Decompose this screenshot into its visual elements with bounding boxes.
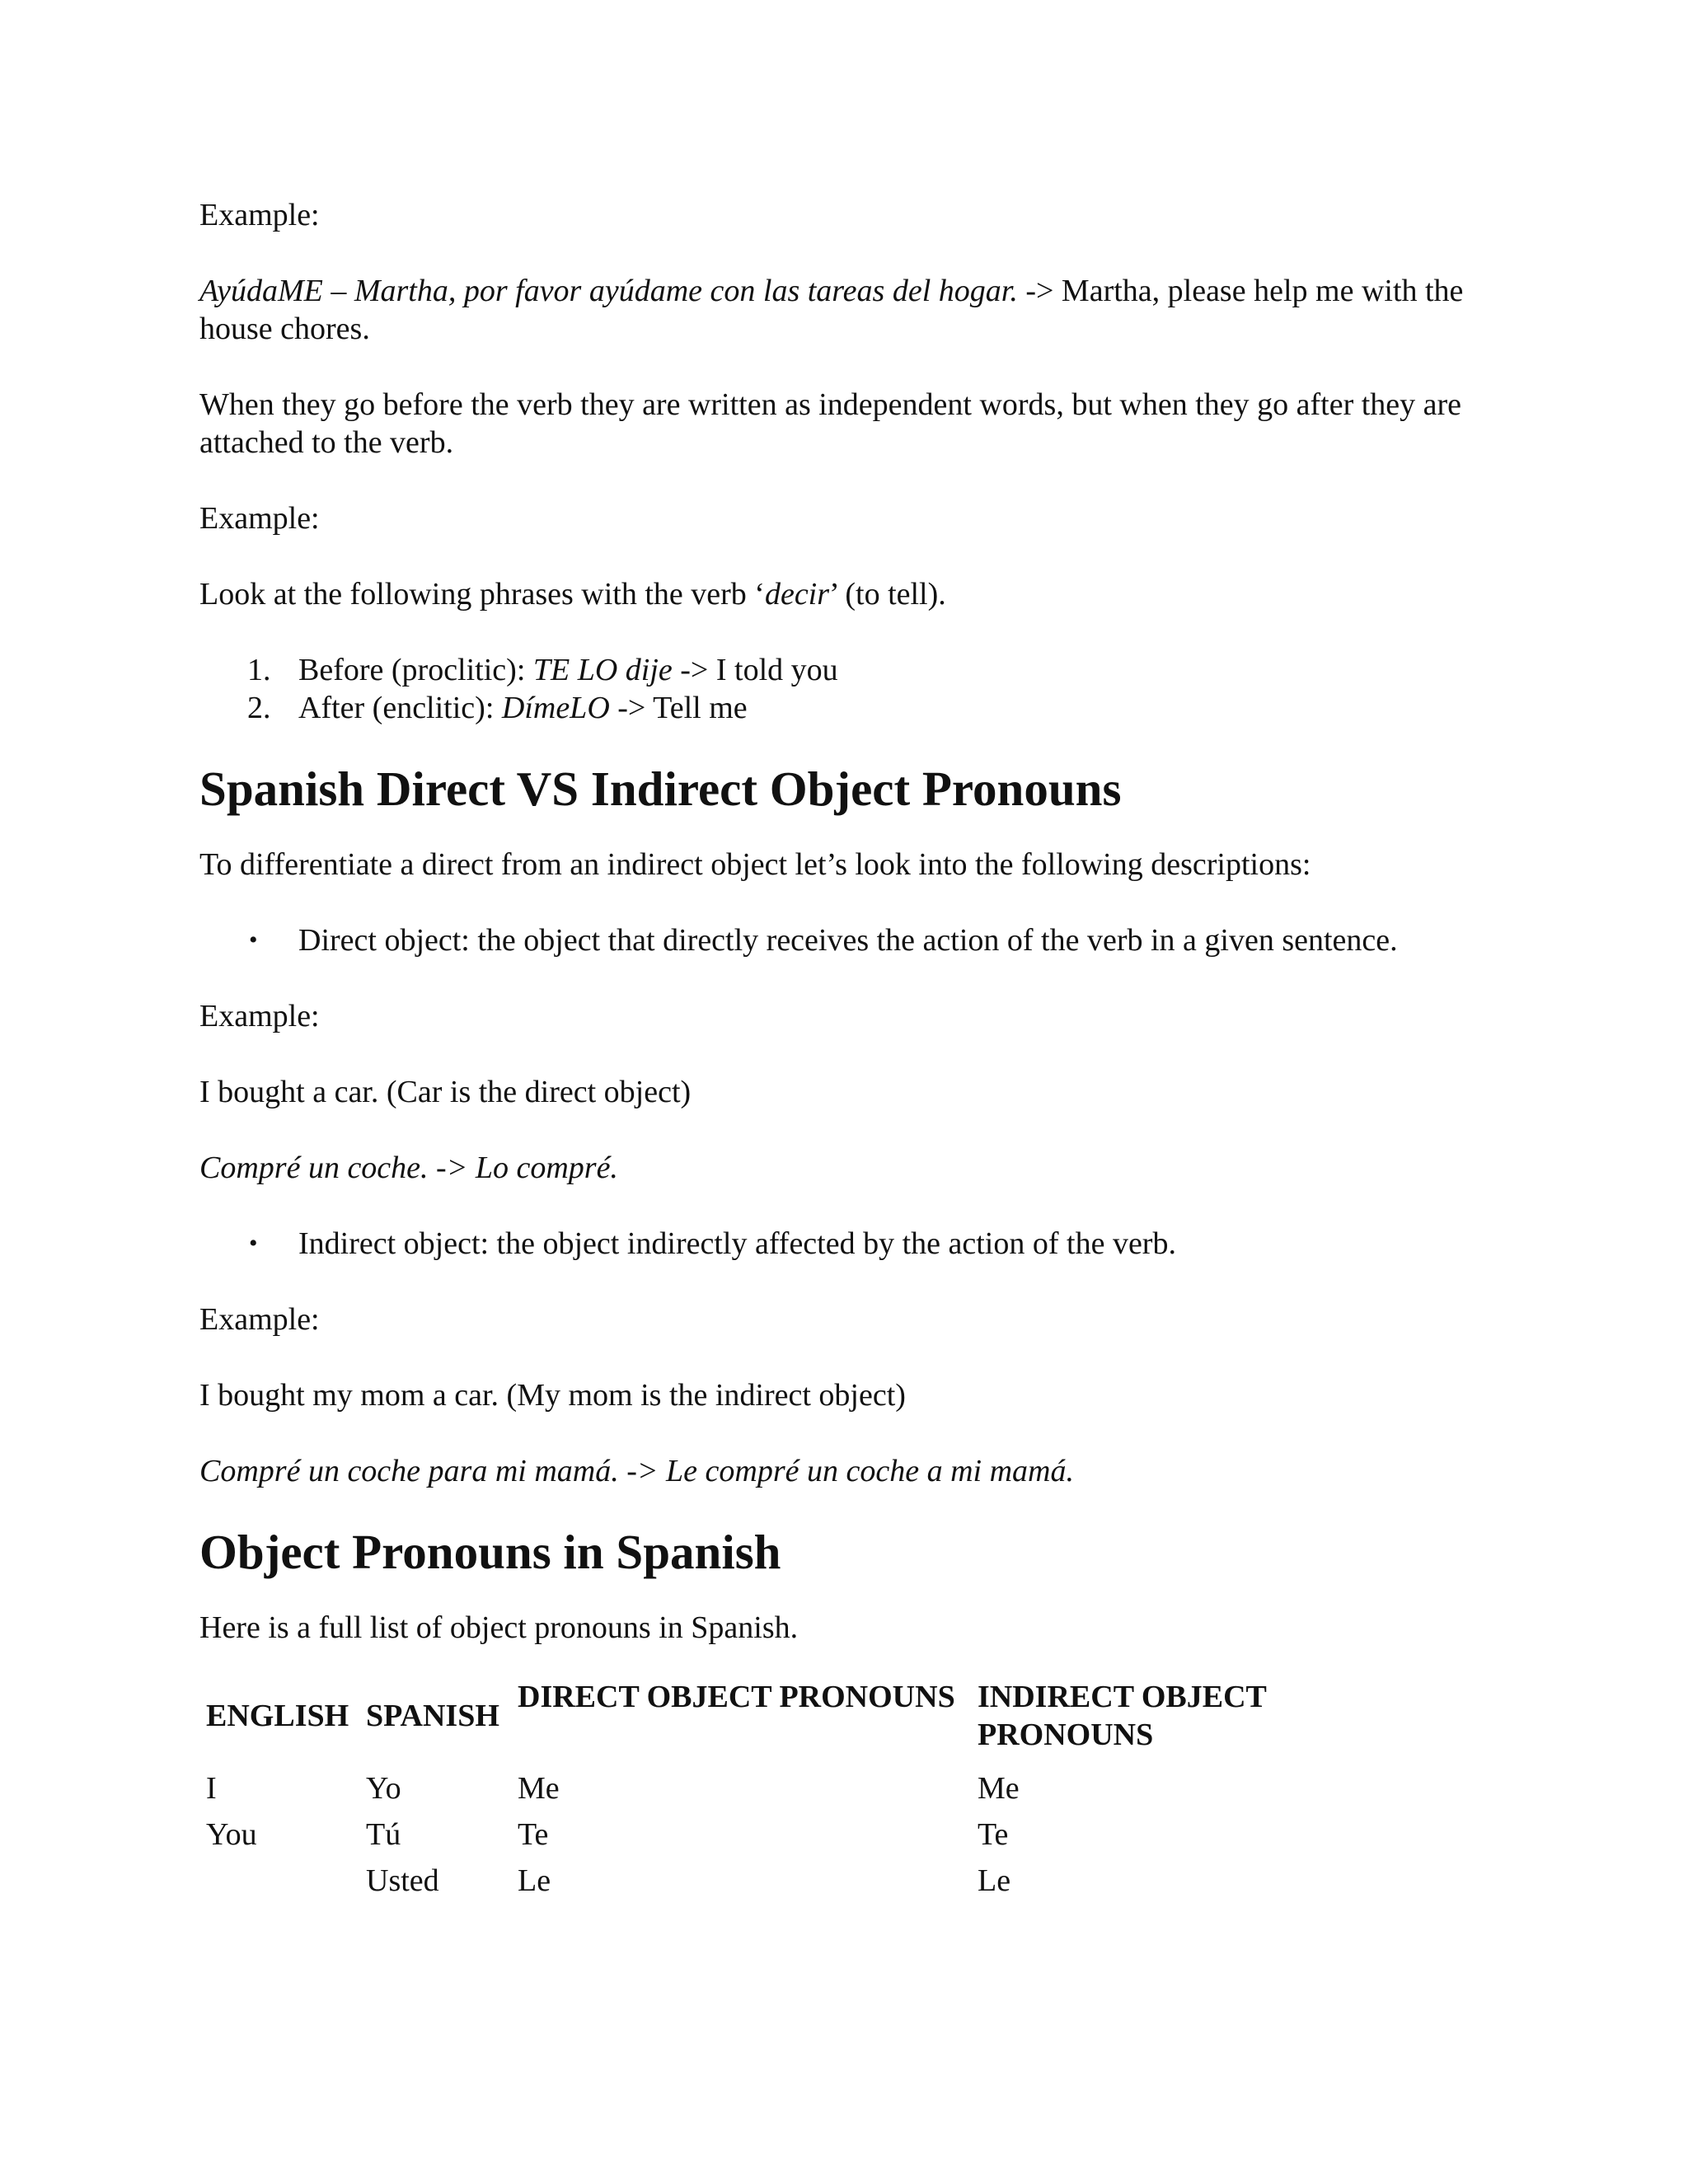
list-number: 2. (247, 691, 271, 725)
bullet-text: Indirect object: the object indirectly affected by the action of the verb. (298, 1226, 1176, 1261)
cell-spanish: Yo (366, 1771, 401, 1806)
list-number: 1. (247, 653, 271, 687)
cell-spanish: Usted (366, 1863, 439, 1898)
object-pronouns-table (199, 1678, 1396, 1904)
clitic-position-list (199, 651, 1510, 727)
cell-spanish: Tú (366, 1817, 401, 1852)
section-heading-direct-vs-indirect: Spanish Direct VS Indirect Object Pronouns (199, 762, 1122, 816)
list-item (199, 651, 1510, 689)
table-row (199, 1811, 1396, 1858)
list-item (199, 921, 1510, 959)
list-item-translation: -> Tell me (609, 691, 748, 725)
list-item-lead: After (enclitic): (298, 691, 502, 725)
cell-direct: Te (518, 1817, 549, 1852)
indirect-example-spanish (199, 1452, 1510, 1490)
table-row (199, 1765, 1396, 1811)
indirect-example-spanish-text: Compré un coche para mi mamá. -> Le compré un coche a mi mamá. (199, 1454, 1074, 1488)
ayudame-spanish: AyúdaME – Martha, por favor ayúdame con las tareas del hogar. (199, 274, 1018, 308)
decir-intro-pre: Look at the following phrases with the verb ‘ (199, 577, 765, 612)
direct-example-spanish (199, 1149, 1510, 1187)
direct-example-spanish-text: Compré un coche. -> Lo compré. (199, 1151, 618, 1185)
indirect-example-english: I bought my mom a car. (My mom is the indirect object) (199, 1378, 906, 1413)
list-item (199, 689, 1510, 727)
bullet-text: Direct object: the object that directly receives the action of the verb in a given sentence. (298, 923, 1398, 958)
section-intro: Here is a full list of object pronouns in Spanish. (199, 1610, 799, 1645)
table-header-row (199, 1678, 1396, 1765)
cell-indirect: Me (978, 1771, 1020, 1806)
direct-object-bullet-list (199, 921, 1510, 959)
column-header-spanish: SPANISH (366, 1699, 499, 1733)
cell-direct: Le (518, 1863, 551, 1898)
section-intro: To differentiate a direct from an indirect object let’s look into the following descriptions: (199, 847, 1311, 882)
example-label: Example: (199, 1302, 320, 1337)
cell-english (199, 1858, 359, 1904)
direct-example-english: I bought a car. (Car is the direct object) (199, 1075, 692, 1109)
list-item-translation: -> I told you (672, 653, 838, 687)
ayudame-english: -> Martha, please help me with the house chores. (199, 274, 1464, 346)
list-item-spanish: TE LO dije (532, 653, 673, 687)
column-header-english: ENGLISH (206, 1699, 349, 1733)
decir-word: decir (764, 577, 830, 612)
cell-indirect: Le (978, 1863, 1011, 1898)
table-row (199, 1858, 1396, 1904)
list-item (199, 1225, 1510, 1263)
list-item-lead: Before (proclitic): (298, 653, 533, 687)
decir-intro (199, 575, 1510, 613)
bullet-icon: • (249, 1230, 258, 1257)
bullet-icon: • (249, 926, 258, 954)
cell-direct: Me (518, 1771, 560, 1806)
indirect-object-bullet-list (199, 1225, 1510, 1263)
document-body (199, 196, 1510, 1904)
cell-english: I (206, 1771, 217, 1806)
column-header-direct: DIRECT OBJECT PRONOUNS (518, 1680, 955, 1714)
ayudame-example (199, 272, 1510, 348)
cell-english: You (206, 1817, 257, 1852)
list-item-spanish: DímeLO (501, 691, 610, 725)
cell-indirect: Te (978, 1817, 1009, 1852)
column-header-indirect: INDIRECT OBJECT PRONOUNS (978, 1680, 1267, 1752)
example-label: Example: (199, 198, 320, 232)
section-heading-object-pronouns: Object Pronouns in Spanish (199, 1525, 781, 1579)
example-label: Example: (199, 501, 320, 536)
attachment-rule: When they go before the verb they are written as independent words, but when they go after they are attached to the verb. (199, 387, 1462, 460)
decir-intro-post: ’ (to tell). (829, 577, 946, 612)
example-label: Example: (199, 999, 320, 1033)
